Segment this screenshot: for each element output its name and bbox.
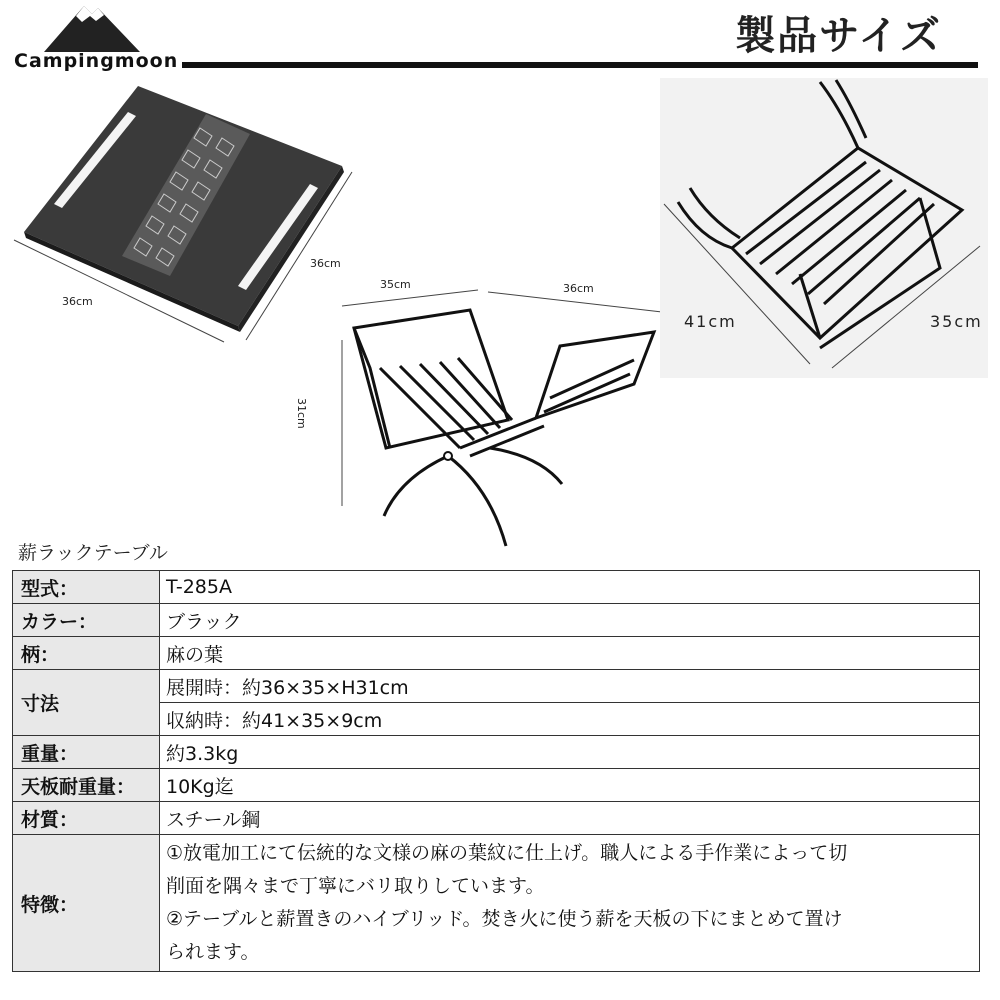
spec-row-weight bbox=[13, 736, 980, 769]
spec-row-load-capacity bbox=[13, 769, 980, 802]
spec-label: 重量： bbox=[13, 736, 160, 769]
spec-row-dimensions-open bbox=[13, 670, 980, 703]
brand-name: Campingmoon bbox=[14, 50, 179, 72]
spec-value: スチール鋼 bbox=[160, 802, 980, 835]
spec-value: 収納時：約41×35×9cm bbox=[160, 703, 980, 736]
spec-row-pattern bbox=[13, 637, 980, 670]
spec-row-material bbox=[13, 802, 980, 835]
spec-value: 10Kg迄 bbox=[160, 769, 980, 802]
feature-line: ②テーブルと薪置きのハイブリッド。焚き火に使う薪を天板の下にまとめて置け bbox=[166, 908, 843, 930]
rack-width-dimension: 36cm bbox=[563, 282, 594, 295]
feature-line: 削面を隅々まで丁寧にバリ取りしています。 bbox=[166, 875, 545, 897]
mountain-logo-icon bbox=[44, 2, 140, 52]
spec-value-features bbox=[160, 835, 980, 972]
tabletop-board-image bbox=[10, 80, 360, 350]
folded-length-dimension: 41cm bbox=[684, 312, 737, 331]
rack-depth-dimension: 35cm bbox=[380, 278, 411, 291]
spec-row-features bbox=[13, 835, 980, 972]
spec-value: 約3.3kg bbox=[160, 736, 980, 769]
rack-height-dimension: 31cm bbox=[295, 398, 308, 429]
spec-table bbox=[12, 570, 980, 972]
spec-row-model bbox=[13, 571, 980, 604]
spec-row-color bbox=[13, 604, 980, 637]
spec-value: ブラック bbox=[160, 604, 980, 637]
page-title: 製品サイズ bbox=[735, 13, 942, 59]
spec-label: 特徴： bbox=[13, 835, 160, 972]
header-rule bbox=[182, 62, 978, 68]
spec-value: 展開時：約36×35×H31cm bbox=[160, 670, 980, 703]
rack-unfolded-image bbox=[330, 288, 680, 550]
spec-label: 型式： bbox=[13, 571, 160, 604]
rack-folded-image bbox=[660, 78, 988, 378]
folded-width-dimension: 35cm bbox=[930, 312, 983, 331]
board-height-dimension: 36cm bbox=[310, 257, 341, 270]
board-width-dimension: 36cm bbox=[62, 295, 93, 308]
spec-value: T-285A bbox=[160, 571, 980, 604]
spec-label: 材質： bbox=[13, 802, 160, 835]
spec-label: カラー： bbox=[13, 604, 160, 637]
brand-logo bbox=[12, 2, 179, 80]
feature-line: ①放電加工にて伝統的な文様の麻の葉紋に仕上げ。職人による手作業によって切 bbox=[166, 842, 848, 864]
product-caption: 薪ラックテーブル bbox=[18, 542, 168, 564]
feature-line: られます。 bbox=[166, 941, 260, 963]
spec-label: 寸法 bbox=[13, 670, 160, 736]
spec-label: 天板耐重量： bbox=[13, 769, 160, 802]
spec-value: 麻の葉 bbox=[160, 637, 980, 670]
spec-label: 柄： bbox=[13, 637, 160, 670]
